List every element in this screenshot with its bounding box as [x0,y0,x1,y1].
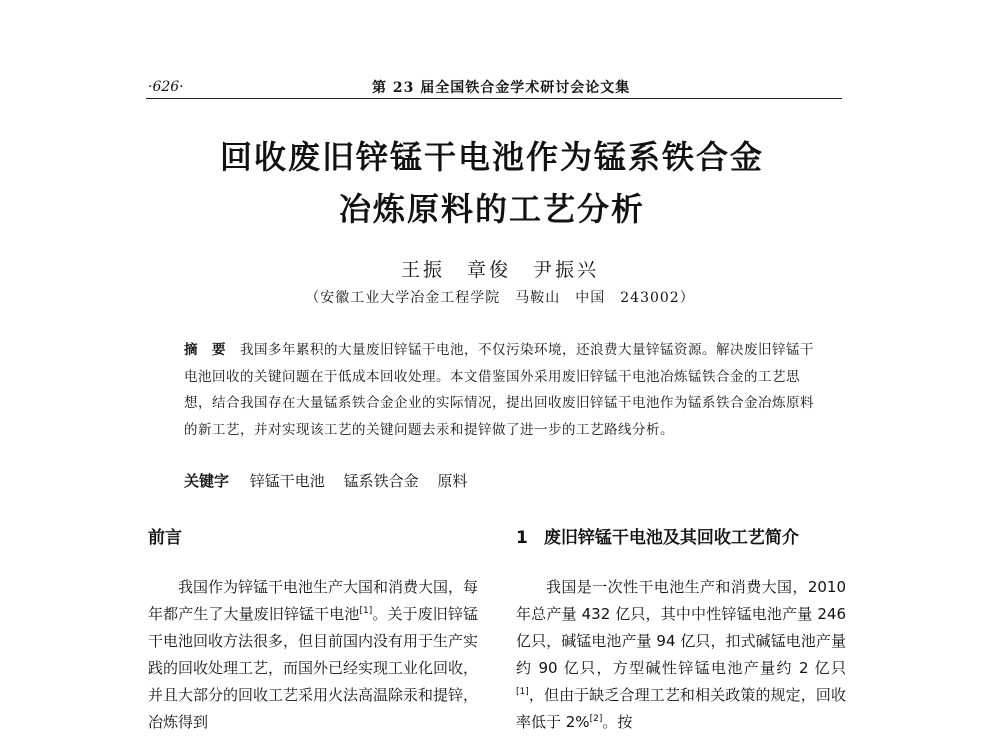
citation: [1] [516,687,529,697]
section-heading-1 [516,523,799,548]
keywords [184,470,481,491]
paper-title-line-1: 回收废旧锌锰干电池作为锰系铁合金 [219,138,764,176]
keyword: 锰系铁合金 [343,472,419,490]
authors: 王振 章俊 尹振兴 [400,259,599,281]
citation: [1] [359,606,373,616]
section-heading-intro: 前言 [148,528,182,548]
paragraph-text: 我国是一次性干电池生产和消费大国，2010 年总产量 432 亿只，其中中性锌锰电池产量 246 亿只，碱锰电池产量 94 亿只，扣式碱锰电池产量约 90 亿只，方型碱性锌锰电池产量约 2 亿只 [516,578,846,677]
keyword: 锌锰干电池 [249,472,325,490]
paragraph-text: 我国作为锌锰干电池生产大国和消费大国，每年都产生了大量废旧锌锰干电池 [148,578,479,623]
citation: [2] [589,714,603,724]
header-rule [146,98,842,99]
abstract-text: 我国多年累积的大量废旧锌锰干电池，不仅污染环境，还浪费大量锌锰资源。解决废旧锌锰干电池回收的关键问题在于低成本回收处理。本文借鉴国外采用废旧锌锰干电池冶炼锰铁合金的工艺思想，结合我国存在大量锰系铁合金企业的实际情况，提出回收废旧锌锰干电池作为锰系铁合金冶炼原料的新工艺，并对实现该工艺的关键问题去汞和提锌做了进一步的工艺路线分析。 [184,342,814,438]
affiliation: （安徽工业大学冶金工程学院 马鞍山 中国 243002） [305,290,695,306]
paragraph-text: ，但由于缺乏合理工艺和相关政策的规定，回收率低于 2% [516,686,846,731]
section-title: 废旧锌锰干电池及其回收工艺简介 [543,528,799,548]
keyword: 原料 [437,472,468,490]
abstract [184,337,820,443]
right-column [516,574,846,736]
abstract-label: 摘 要 [184,342,226,358]
left-column [148,574,478,736]
paragraph-text: 。关于废旧锌锰干电池回收方法很多，但目前国内没有用于生产实践的回收处理工艺，而国外已经实现工业化回收，并且大部分的回收工艺采用火法高温除汞和提锌，冶炼得到 [148,605,479,731]
paragraph [148,574,478,736]
paper-title-line-2: 冶炼原料的工艺分析 [338,190,645,228]
section-number: 1 [516,528,528,548]
page-number: ·626· [148,79,184,95]
keywords-label: 关键字 [184,472,230,490]
running-header: 第 23 届全国铁合金学术研讨会论文集 [372,80,631,96]
paragraph-text: 。按 [602,713,633,731]
paragraph [516,574,846,736]
